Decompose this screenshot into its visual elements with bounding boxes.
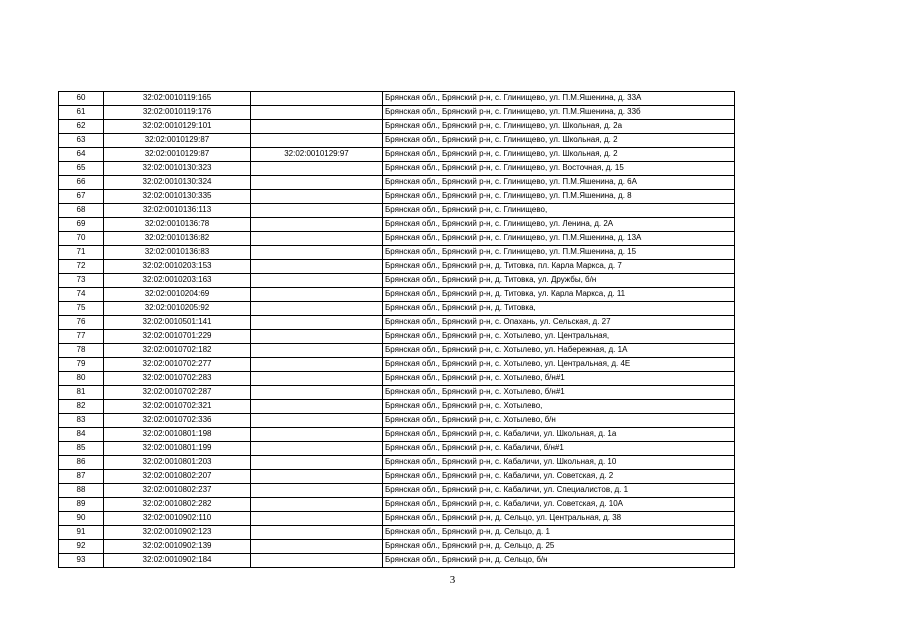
cadastral-number-cell: 32:02:0010802:282 [104, 498, 251, 512]
address-cell: Брянская обл., Брянский р-н, д. Сельцо, ул. Центральная, д. 38 [383, 512, 735, 526]
cadastral-number-cell: 32:02:0010136:113 [104, 204, 251, 218]
address-cell: Брянская обл., Брянский р-н, с. Глинищево, ул. Школьная, д. 2 [383, 134, 735, 148]
cadastral-number-cell: 32:02:0010902:184 [104, 554, 251, 568]
related-cadastral-number-cell [251, 554, 383, 568]
cadastral-number-cell: 32:02:0010902:123 [104, 526, 251, 540]
row-number-cell: 85 [59, 442, 104, 456]
cadastral-number-cell: 32:02:0010203:163 [104, 274, 251, 288]
row-number-cell: 70 [59, 232, 104, 246]
cadastral-number-cell: 32:02:0010802:207 [104, 470, 251, 484]
related-cadastral-number-cell [251, 540, 383, 554]
row-number-cell: 81 [59, 386, 104, 400]
address-cell: Брянская обл., Брянский р-н, д. Сельцо, д. 1 [383, 526, 735, 540]
address-cell: Брянская обл., Брянский р-н, д. Титовка, ул. Дружбы, б/н [383, 274, 735, 288]
row-number-cell: 93 [59, 554, 104, 568]
cadastral-number-cell: 32:02:0010702:336 [104, 414, 251, 428]
cadastral-number-cell: 32:02:0010701:229 [104, 330, 251, 344]
address-cell: Брянская обл., Брянский р-н, с. Хотылево, б/н [383, 414, 735, 428]
row-number-cell: 88 [59, 484, 104, 498]
related-cadastral-number-cell [251, 120, 383, 134]
row-number-cell: 92 [59, 540, 104, 554]
table-row [59, 288, 735, 302]
address-cell: Брянская обл., Брянский р-н, с. Глинищево, ул. П.М.Яшенина, д. 33А [383, 92, 735, 106]
address-cell: Брянская обл., Брянский р-н, с. Глинищево, ул. Школьная, д. 2 [383, 148, 735, 162]
table-row [59, 302, 735, 316]
address-cell: Брянская обл., Брянский р-н, с. Хотылево, [383, 400, 735, 414]
table-row [59, 554, 735, 568]
row-number-cell: 65 [59, 162, 104, 176]
table-row [59, 512, 735, 526]
cadastral-number-cell: 32:02:0010119:176 [104, 106, 251, 120]
table-row [59, 176, 735, 190]
table-row [59, 498, 735, 512]
cadastral-table-body [59, 92, 735, 568]
cadastral-number-cell: 32:02:0010203:153 [104, 260, 251, 274]
related-cadastral-number-cell [251, 386, 383, 400]
address-cell: Брянская обл., Брянский р-н, с. Глинищево, ул. П.М.Яшенина, д. 15 [383, 246, 735, 260]
cadastral-number-cell: 32:02:0010130:335 [104, 190, 251, 204]
address-cell: Брянская обл., Брянский р-н, с. Кабаличи, ул. Школьная, д. 10 [383, 456, 735, 470]
table-row [59, 218, 735, 232]
table-row [59, 442, 735, 456]
related-cadastral-number-cell [251, 358, 383, 372]
table-row [59, 358, 735, 372]
address-cell: Брянская обл., Брянский р-н, с. Кабаличи, ул. Школьная, д. 1а [383, 428, 735, 442]
cadastral-number-cell: 32:02:0010129:87 [104, 148, 251, 162]
related-cadastral-number-cell [251, 106, 383, 120]
row-number-cell: 72 [59, 260, 104, 274]
cadastral-number-cell: 32:02:0010204:69 [104, 288, 251, 302]
row-number-cell: 87 [59, 470, 104, 484]
table-row [59, 526, 735, 540]
row-number-cell: 67 [59, 190, 104, 204]
related-cadastral-number-cell: 32:02:0010129:97 [251, 148, 383, 162]
row-number-cell: 89 [59, 498, 104, 512]
address-cell: Брянская обл., Брянский р-н, д. Титовка, [383, 302, 735, 316]
related-cadastral-number-cell [251, 470, 383, 484]
table-row [59, 414, 735, 428]
table-row [59, 92, 735, 106]
row-number-cell: 86 [59, 456, 104, 470]
row-number-cell: 60 [59, 92, 104, 106]
related-cadastral-number-cell [251, 414, 383, 428]
related-cadastral-number-cell [251, 92, 383, 106]
row-number-cell: 76 [59, 316, 104, 330]
row-number-cell: 79 [59, 358, 104, 372]
address-cell: Брянская обл., Брянский р-н, с. Глинищево, ул. Ленина, д. 2А [383, 218, 735, 232]
cadastral-number-cell: 32:02:0010136:83 [104, 246, 251, 260]
row-number-cell: 69 [59, 218, 104, 232]
related-cadastral-number-cell [251, 204, 383, 218]
address-cell: Брянская обл., Брянский р-н, с. Хотылево, ул. Центральная, д. 4Е [383, 358, 735, 372]
cadastral-number-cell: 32:02:0010801:198 [104, 428, 251, 442]
cadastral-number-cell: 32:02:0010130:324 [104, 176, 251, 190]
address-cell: Брянская обл., Брянский р-н, д. Сельцо, д. 25 [383, 540, 735, 554]
related-cadastral-number-cell [251, 512, 383, 526]
address-cell: Брянская обл., Брянский р-н, с. Глинищево, ул. П.М.Яшенина, д. 6А [383, 176, 735, 190]
table-row [59, 106, 735, 120]
related-cadastral-number-cell [251, 344, 383, 358]
table-row [59, 344, 735, 358]
cadastral-number-cell: 32:02:0010801:199 [104, 442, 251, 456]
row-number-cell: 83 [59, 414, 104, 428]
table-row [59, 120, 735, 134]
cadastral-number-cell: 32:02:0010702:182 [104, 344, 251, 358]
table-row [59, 400, 735, 414]
table-row [59, 246, 735, 260]
cadastral-number-cell: 32:02:0010136:82 [104, 232, 251, 246]
address-cell: Брянская обл., Брянский р-н, с. Хотылево, ул. Центральная, [383, 330, 735, 344]
cadastral-number-cell: 32:02:0010129:87 [104, 134, 251, 148]
cadastral-number-cell: 32:02:0010702:287 [104, 386, 251, 400]
address-cell: Брянская обл., Брянский р-н, с. Кабаличи, ул. Советская, д. 2 [383, 470, 735, 484]
related-cadastral-number-cell [251, 302, 383, 316]
row-number-cell: 71 [59, 246, 104, 260]
table-row [59, 470, 735, 484]
table-row [59, 316, 735, 330]
table-row [59, 274, 735, 288]
table-row [59, 386, 735, 400]
related-cadastral-number-cell [251, 274, 383, 288]
address-cell: Брянская обл., Брянский р-н, д. Титовка, пл. Карла Маркса, д. 7 [383, 260, 735, 274]
related-cadastral-number-cell [251, 316, 383, 330]
related-cadastral-number-cell [251, 456, 383, 470]
page-number: 3 [449, 574, 456, 586]
row-number-cell: 80 [59, 372, 104, 386]
row-number-cell: 62 [59, 120, 104, 134]
address-cell: Брянская обл., Брянский р-н, с. Глинищево, [383, 204, 735, 218]
row-number-cell: 84 [59, 428, 104, 442]
address-cell: Брянская обл., Брянский р-н, д. Сельцо, б/н [383, 554, 735, 568]
cadastral-number-cell: 32:02:0010702:277 [104, 358, 251, 372]
address-cell: Брянская обл., Брянский р-н, с. Хотылево, б/н#1 [383, 372, 735, 386]
address-cell: Брянская обл., Брянский р-н, д. Титовка, ул. Карла Маркса, д. 11 [383, 288, 735, 302]
cadastral-number-cell: 32:02:0010136:78 [104, 218, 251, 232]
row-number-cell: 82 [59, 400, 104, 414]
address-cell: Брянская обл., Брянский р-н, с. Кабаличи, б/н#1 [383, 442, 735, 456]
table-row [59, 372, 735, 386]
cadastral-number-cell: 32:02:0010902:110 [104, 512, 251, 526]
address-cell: Брянская обл., Брянский р-н, с. Хотылево, ул. Набережная, д. 1А [383, 344, 735, 358]
table-row [59, 484, 735, 498]
address-cell: Брянская обл., Брянский р-н, с. Опахань, ул. Сельская, д. 27 [383, 316, 735, 330]
cadastral-number-cell: 32:02:0010119:165 [104, 92, 251, 106]
row-number-cell: 91 [59, 526, 104, 540]
cadastral-number-cell: 32:02:0010129:101 [104, 120, 251, 134]
row-number-cell: 78 [59, 344, 104, 358]
related-cadastral-number-cell [251, 400, 383, 414]
related-cadastral-number-cell [251, 442, 383, 456]
table-row [59, 162, 735, 176]
table-row [59, 260, 735, 274]
address-cell: Брянская обл., Брянский р-н, с. Глинищево, ул. П.М.Яшенина, д. 13А [383, 232, 735, 246]
cadastral-number-cell: 32:02:0010802:237 [104, 484, 251, 498]
row-number-cell: 63 [59, 134, 104, 148]
row-number-cell: 75 [59, 302, 104, 316]
cadastral-number-cell: 32:02:0010801:203 [104, 456, 251, 470]
table-row [59, 148, 735, 162]
address-cell: Брянская обл., Брянский р-н, с. Глинищево, ул. П.М.Яшенина, д. 8 [383, 190, 735, 204]
table-row [59, 204, 735, 218]
related-cadastral-number-cell [251, 372, 383, 386]
table-row [59, 232, 735, 246]
cadastral-number-cell: 32:02:0010205:92 [104, 302, 251, 316]
row-number-cell: 74 [59, 288, 104, 302]
related-cadastral-number-cell [251, 232, 383, 246]
address-cell: Брянская обл., Брянский р-н, с. Глинищево, ул. П.М.Яшенина, д. 33б [383, 106, 735, 120]
related-cadastral-number-cell [251, 260, 383, 274]
table-row [59, 190, 735, 204]
cadastral-table [58, 91, 735, 568]
related-cadastral-number-cell [251, 218, 383, 232]
table-row [59, 540, 735, 554]
table-row [59, 330, 735, 344]
cadastral-number-cell: 32:02:0010702:283 [104, 372, 251, 386]
cadastral-number-cell: 32:02:0010902:139 [104, 540, 251, 554]
related-cadastral-number-cell [251, 484, 383, 498]
related-cadastral-number-cell [251, 246, 383, 260]
related-cadastral-number-cell [251, 526, 383, 540]
address-cell: Брянская обл., Брянский р-н, с. Глинищево, ул. Восточная, д. 15 [383, 162, 735, 176]
related-cadastral-number-cell [251, 288, 383, 302]
row-number-cell: 90 [59, 512, 104, 526]
row-number-cell: 77 [59, 330, 104, 344]
related-cadastral-number-cell [251, 162, 383, 176]
cadastral-number-cell: 32:02:0010130:323 [104, 162, 251, 176]
row-number-cell: 61 [59, 106, 104, 120]
table-row [59, 134, 735, 148]
cadastral-number-cell: 32:02:0010501:141 [104, 316, 251, 330]
address-cell: Брянская обл., Брянский р-н, с. Хотылево, б/н#1 [383, 386, 735, 400]
address-cell: Брянская обл., Брянский р-н, с. Глинищево, ул. Школьная, д. 2а [383, 120, 735, 134]
table-row [59, 456, 735, 470]
related-cadastral-number-cell [251, 134, 383, 148]
row-number-cell: 73 [59, 274, 104, 288]
related-cadastral-number-cell [251, 330, 383, 344]
cadastral-number-cell: 32:02:0010702:321 [104, 400, 251, 414]
row-number-cell: 64 [59, 148, 104, 162]
related-cadastral-number-cell [251, 176, 383, 190]
table-row [59, 428, 735, 442]
address-cell: Брянская обл., Брянский р-н, с. Кабаличи, ул. Советская, д. 10А [383, 498, 735, 512]
row-number-cell: 68 [59, 204, 104, 218]
related-cadastral-number-cell [251, 498, 383, 512]
row-number-cell: 66 [59, 176, 104, 190]
address-cell: Брянская обл., Брянский р-н, с. Кабаличи, ул. Специалистов, д. 1 [383, 484, 735, 498]
related-cadastral-number-cell [251, 190, 383, 204]
related-cadastral-number-cell [251, 428, 383, 442]
